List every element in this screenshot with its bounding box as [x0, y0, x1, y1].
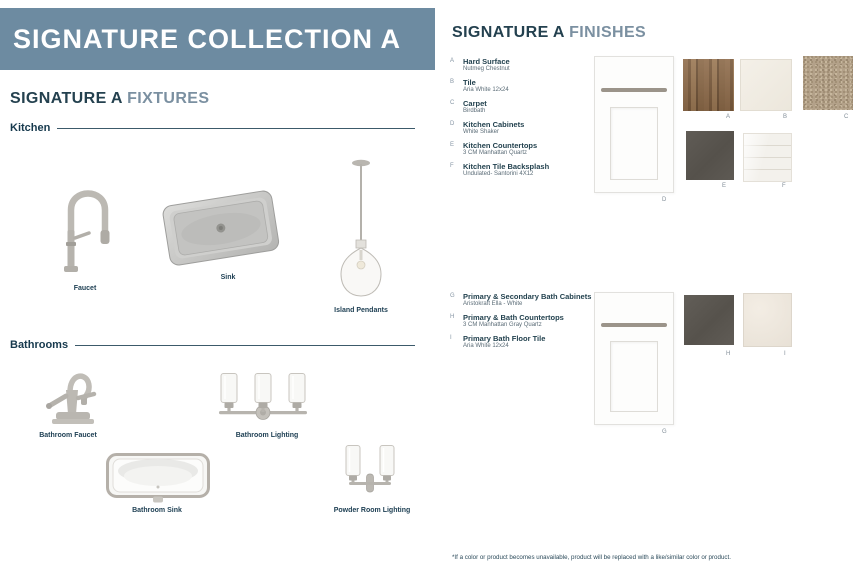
header-bar: [0, 8, 435, 70]
fixture-caption-sink: Sink: [220, 274, 236, 281]
finish-item-tile: [450, 78, 600, 94]
bathrooms-section-label: Bathrooms: [10, 339, 69, 351]
finish-title: Kitchen Cabinets: [463, 120, 525, 129]
hard-surface-swatch: [683, 59, 734, 111]
finish-item-bath-countertops: [450, 313, 600, 329]
finish-item-carpet: [450, 99, 600, 115]
page-title: SIGNATURE COLLECTION A: [13, 23, 401, 54]
faucet-icon: [55, 180, 117, 275]
finish-item-kitchen-countertops: [450, 141, 600, 157]
finish-subtitle: Undulated- Santorini 4X12: [463, 171, 534, 177]
finish-title: Carpet: [463, 99, 487, 108]
vanity-light-icon: [216, 372, 310, 426]
finish-subtitle: 3 CM Manhattan Gray Quartz: [463, 322, 542, 328]
cabinet-handle: [601, 323, 667, 327]
kitchen-countertop-swatch: [686, 131, 734, 180]
fixture-caption-powder-room-lighting: Powder Room Lighting: [333, 507, 411, 514]
fixture-caption-bathroom-lighting: Bathroom Lighting: [235, 432, 299, 439]
finish-item-hard-surface: [450, 57, 600, 73]
bathrooms-section-heading: [10, 339, 415, 351]
fixtures-heading-secondary: FIXTURES: [127, 90, 210, 107]
bath-floor-tile-swatch: [743, 293, 792, 347]
powder-room-lighting-image: [341, 444, 399, 513]
swatch-label-i: I: [784, 351, 786, 357]
finish-subtitle: Aria White 12x24: [463, 87, 509, 93]
fixture-caption-island-pendants: Island Pendants: [334, 307, 388, 314]
cabinet-panel: [610, 341, 658, 412]
fixture-caption-bathroom-faucet: Bathroom Faucet: [39, 432, 97, 439]
finish-letter: C: [450, 100, 455, 106]
kitchen-backsplash-swatch: [743, 133, 792, 182]
kitchen-faucet-image: [55, 180, 117, 280]
fixture-caption-faucet: Faucet: [73, 285, 97, 292]
swatch-label-c: C: [844, 114, 849, 120]
bathroom-faucet-image: [42, 356, 102, 435]
finish-letter: G: [450, 293, 455, 299]
finish-item-bath-floor-tile: [450, 334, 600, 350]
finish-letter: B: [450, 79, 455, 85]
bathrooms-section-rule: [75, 345, 415, 346]
finishes-heading-primary: SIGNATURE A: [452, 24, 565, 41]
island-pendant-image: [333, 158, 389, 305]
finish-letter: E: [450, 142, 455, 148]
undermount-sink-icon: [106, 453, 210, 503]
fixtures-heading-primary: SIGNATURE A: [10, 90, 123, 107]
swatch-label-e: E: [722, 183, 727, 189]
finish-subtitle: Nutmeg Chestnut: [463, 66, 510, 72]
cabinet-panel: [610, 107, 658, 180]
finish-letter: F: [450, 163, 454, 169]
swatch-label-d: D: [662, 197, 667, 203]
finish-subtitle: Aristokraft Ella - White: [463, 301, 523, 307]
fixtures-heading: [10, 90, 209, 108]
bath-cabinet-door-swatch: [594, 292, 674, 425]
finish-letter: A: [450, 58, 455, 64]
finish-title: Primary Bath Floor Tile: [463, 334, 546, 343]
bathroom-faucet-icon: [42, 356, 102, 430]
finish-title: Tile: [463, 78, 476, 87]
finishes-heading-secondary: FINISHES: [569, 24, 647, 41]
finishes-list-bath: [450, 292, 600, 355]
finish-item-bath-cabinets: [450, 292, 600, 308]
finish-title: Primary & Bath Countertops: [463, 313, 564, 322]
carpet-swatch: [803, 56, 853, 110]
bathroom-lighting-image: [216, 372, 310, 431]
finish-subtitle: White Shaker: [463, 129, 500, 135]
kitchen-cabinet-door-swatch: [594, 56, 674, 193]
finish-item-kitchen-cabinets: [450, 120, 600, 136]
kitchen-section-heading: [10, 122, 415, 134]
sink-icon: [160, 188, 282, 270]
swatch-label-b: B: [783, 114, 788, 120]
finish-subtitle: Aria White 12x24: [463, 343, 509, 349]
finish-title: Hard Surface: [463, 57, 510, 66]
finish-subtitle: Birdbath: [463, 108, 486, 114]
finish-title: Kitchen Countertops: [463, 141, 538, 150]
swatch-label-a: A: [726, 114, 731, 120]
finish-item-kitchen-backsplash: [450, 162, 600, 178]
bathroom-sink-image: [106, 453, 210, 508]
finishes-heading: [452, 24, 646, 42]
finish-subtitle: 3 CM Manhattan Quartz: [463, 150, 528, 156]
finish-letter: I: [450, 335, 452, 341]
swatch-label-g: G: [662, 429, 667, 435]
kitchen-section-label: Kitchen: [10, 122, 51, 134]
sconce-light-icon: [341, 444, 399, 508]
kitchen-section-rule: [57, 128, 415, 129]
finish-letter: H: [450, 314, 455, 320]
tile-swatch: [740, 59, 792, 111]
cabinet-handle: [601, 88, 667, 92]
footnote: *If a color or product becomes unavailable, product will be replaced with a like/similar color or product.: [452, 554, 731, 561]
finish-title: Primary & Secondary Bath Cabinets: [463, 292, 592, 301]
pendant-light-icon: [333, 158, 389, 300]
bath-countertop-swatch: [684, 295, 734, 345]
kitchen-sink-image: [160, 188, 282, 275]
swatch-label-f: F: [782, 183, 786, 189]
finish-title: Kitchen Tile Backsplash: [463, 162, 550, 171]
finish-letter: D: [450, 121, 455, 127]
fixture-caption-bathroom-sink: Bathroom Sink: [132, 507, 182, 514]
finishes-list-kitchen: [450, 57, 600, 183]
swatch-label-h: H: [726, 351, 731, 357]
